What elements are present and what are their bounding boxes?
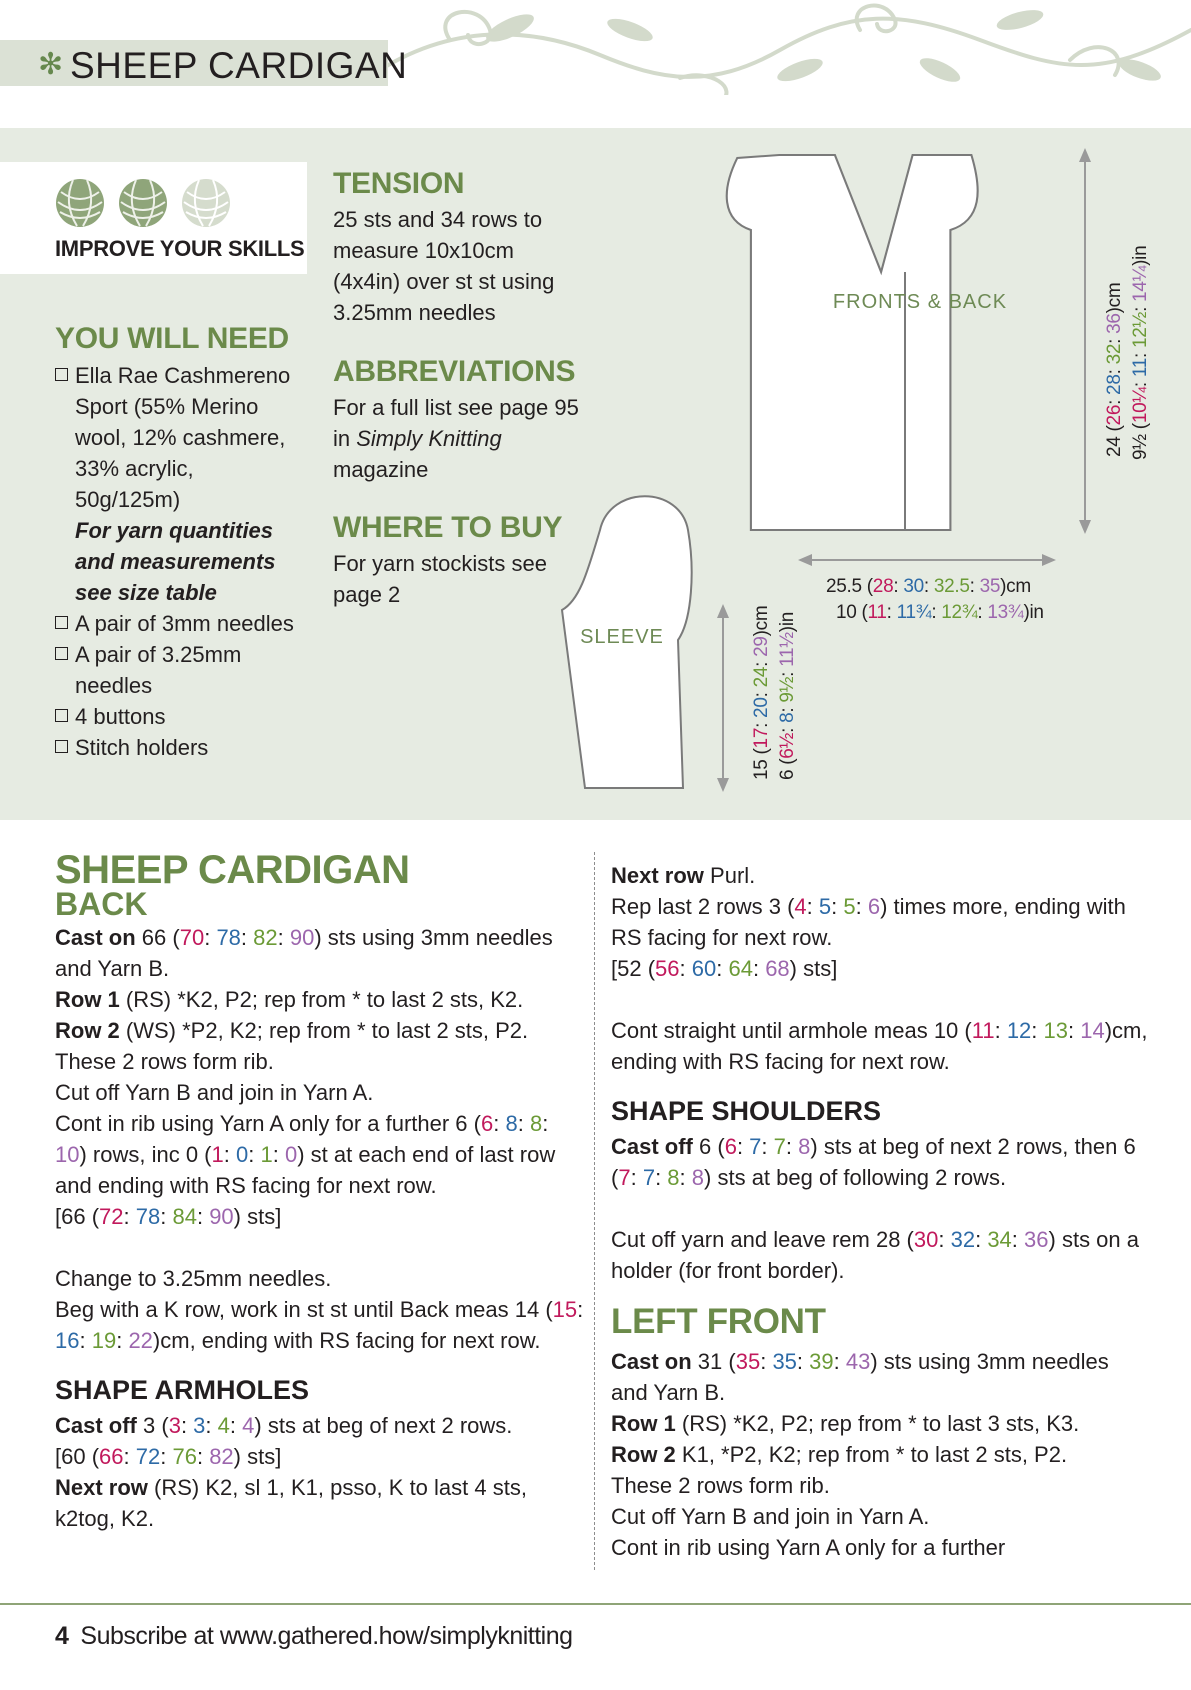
pattern-line: Rep last 2 rows 3 (4: 5: 5: 6) times more, ending with RS facing for next row. (611, 894, 1126, 950)
pattern-line: Cont in rib using Yarn A only for a further (611, 1535, 1006, 1560)
materials-list (55, 360, 300, 763)
skills-label: IMPROVE YOUR SKILLS (55, 236, 305, 261)
pattern-line: Row 2 (WS) *P2, K2; rep from * to last 2 sts, P2. (55, 1018, 529, 1043)
back-heading: BACK (55, 886, 148, 922)
pattern-line: Cut off yarn and leave rem 28 (30: 32: 34: 36) sts on a holder (for front border). (611, 1227, 1139, 1283)
pattern-line: Row 1 (RS) *K2, P2; rep from * to last 3 sts, K3. (611, 1411, 1080, 1436)
pattern-line: Row 1 (RS) *K2, P2; rep from * to last 2 sts, K2. (55, 987, 524, 1012)
body-width-in: 10 (11: 11¾: 12¾: 13¾)in (836, 602, 1044, 623)
pattern-title: SHEEP CARDIGAN (55, 848, 410, 892)
pattern-line: Cont in rib using Yarn A only for a further 6 (6: 8: 8: 10) rows, inc 0 (1: 0: 1: 0) st at each end of last row and ending with RS facing for next row. (55, 1111, 556, 1198)
footer-rule (0, 1603, 1191, 1605)
page-title: SHEEP CARDIGAN (70, 45, 408, 86)
materials-item: Ella Rae Cashmereno Sport (55% Merino wool, 12% cashmere, 33% acrylic, 50g/125m) For yarn quantities and measurements see size table (55, 360, 300, 608)
left-front-heading: LEFT FRONT (611, 1302, 826, 1341)
subscribe-text: Subscribe at www.gathered.how/simplyknitting (80, 1622, 573, 1650)
materials-item: 4 buttons (55, 701, 300, 732)
yarn-ball-icon (118, 178, 168, 228)
checkbox-icon (55, 709, 68, 722)
tension-heading: TENSION (333, 167, 465, 200)
fronts-back-outline (727, 155, 978, 530)
yarn-ball-empty-icon (181, 178, 231, 228)
shape-shoulders-heading: SHAPE SHOULDERS (611, 1096, 882, 1126)
column-divider (594, 852, 595, 1570)
pattern-line: Cast on 66 (70: 78: 82: 90) sts using 3mm needles and Yarn B. (55, 925, 553, 981)
body-length-cm: 24 (26: 28: 32: 36)cm (1104, 282, 1125, 457)
footer (55, 1622, 573, 1651)
pattern-line: Cont straight until armhole meas 10 (11: 12: 13: 14)cm, ending with RS facing for next row. (611, 1018, 1148, 1074)
checkbox-icon (55, 616, 68, 629)
sleeve-length-cm: 15 (17: 20: 24: 29)cm (751, 605, 772, 780)
yarn-ball-icon (55, 178, 105, 228)
pattern-line: Next row (RS) K2, sl 1, K1, psso, K to last 4 sts, k2tog, K2. (55, 1475, 527, 1531)
body-width-cm: 25.5 (28: 30: 32.5: 35)cm (826, 576, 1031, 597)
pattern-line: Cut off Yarn B and join in Yarn A. (55, 1080, 374, 1105)
where-to-buy-heading: WHERE TO BUY (333, 511, 563, 544)
checkbox-icon (55, 647, 68, 660)
pattern-line: Cut off Yarn B and join in Yarn A. (611, 1504, 930, 1529)
pattern-line: Cast off 6 (6: 7: 7: 8) sts at beg of next 2 rows, then 6 (7: 7: 8: 8) sts at beg of following 2 rows. (611, 1134, 1136, 1190)
tension-text: 25 sts and 34 rows to measure 10x10cm (4x4in) over st st using 3.25mm needles (333, 207, 555, 325)
abbreviations-heading: ABBREVIATIONS (333, 355, 576, 388)
pattern-line: These 2 rows form rib. (611, 1473, 830, 1498)
materials-item: A pair of 3.25mm needles (55, 639, 300, 701)
pattern-line: Next row Purl. (611, 863, 756, 888)
pattern-column-right (611, 860, 1151, 1563)
checkbox-icon (55, 740, 68, 753)
pattern-line: Cast off 3 (3: 3: 4: 4) sts at beg of next 2 rows. (55, 1413, 513, 1438)
header-swirl-decoration (380, 0, 1191, 100)
where-to-buy-text: For yarn stockists see page 2 (333, 551, 547, 607)
you-will-need-heading: YOU WILL NEED (55, 322, 289, 355)
vine-ornament (380, 0, 1191, 95)
fronts-back-label: FRONTS & BACK (832, 291, 1008, 313)
shape-armholes-heading: SHAPE ARMHOLES (55, 1375, 310, 1405)
abbreviations-text: For a full list see page 95 in Simply Knitting magazine (333, 395, 579, 482)
pattern-column-left (55, 922, 585, 1534)
pattern-line: These 2 rows form rib. (55, 1049, 274, 1074)
checkbox-icon (55, 368, 68, 381)
pattern-line: [52 (56: 60: 64: 68) sts] (611, 956, 838, 981)
materials-item: Stitch holders (55, 732, 300, 763)
sleeve-label: SLEEVE (580, 626, 664, 648)
sleeve-length-in: 6 (6½: 8: 9½: 11½)in (777, 611, 798, 780)
pattern-line: [60 (66: 72: 76: 82) sts] (55, 1444, 282, 1469)
materials-item: A pair of 3mm needles (55, 608, 300, 639)
clover-icon: ✻ (38, 48, 64, 81)
body-length-in: 9½ (10¼: 11: 12½: 14¼)in (1130, 245, 1151, 460)
pattern-line: [66 (72: 78: 84: 90) sts] (55, 1204, 282, 1229)
page-number: 4 (55, 1622, 69, 1650)
pattern-line: Change to 3.25mm needles. (55, 1266, 332, 1291)
garment-schematic (540, 140, 1160, 800)
pattern-line: Row 2 K1, *P2, K2; rep from * to last 2 sts, P2. (611, 1442, 1068, 1467)
pattern-line: Beg with a K row, work in st st until Back meas 14 (15: 16: 19: 22)cm, ending with RS facing for next row. (55, 1297, 584, 1353)
pattern-line: Cast on 31 (35: 35: 39: 43) sts using 3mm needles and Yarn B. (611, 1349, 1109, 1405)
